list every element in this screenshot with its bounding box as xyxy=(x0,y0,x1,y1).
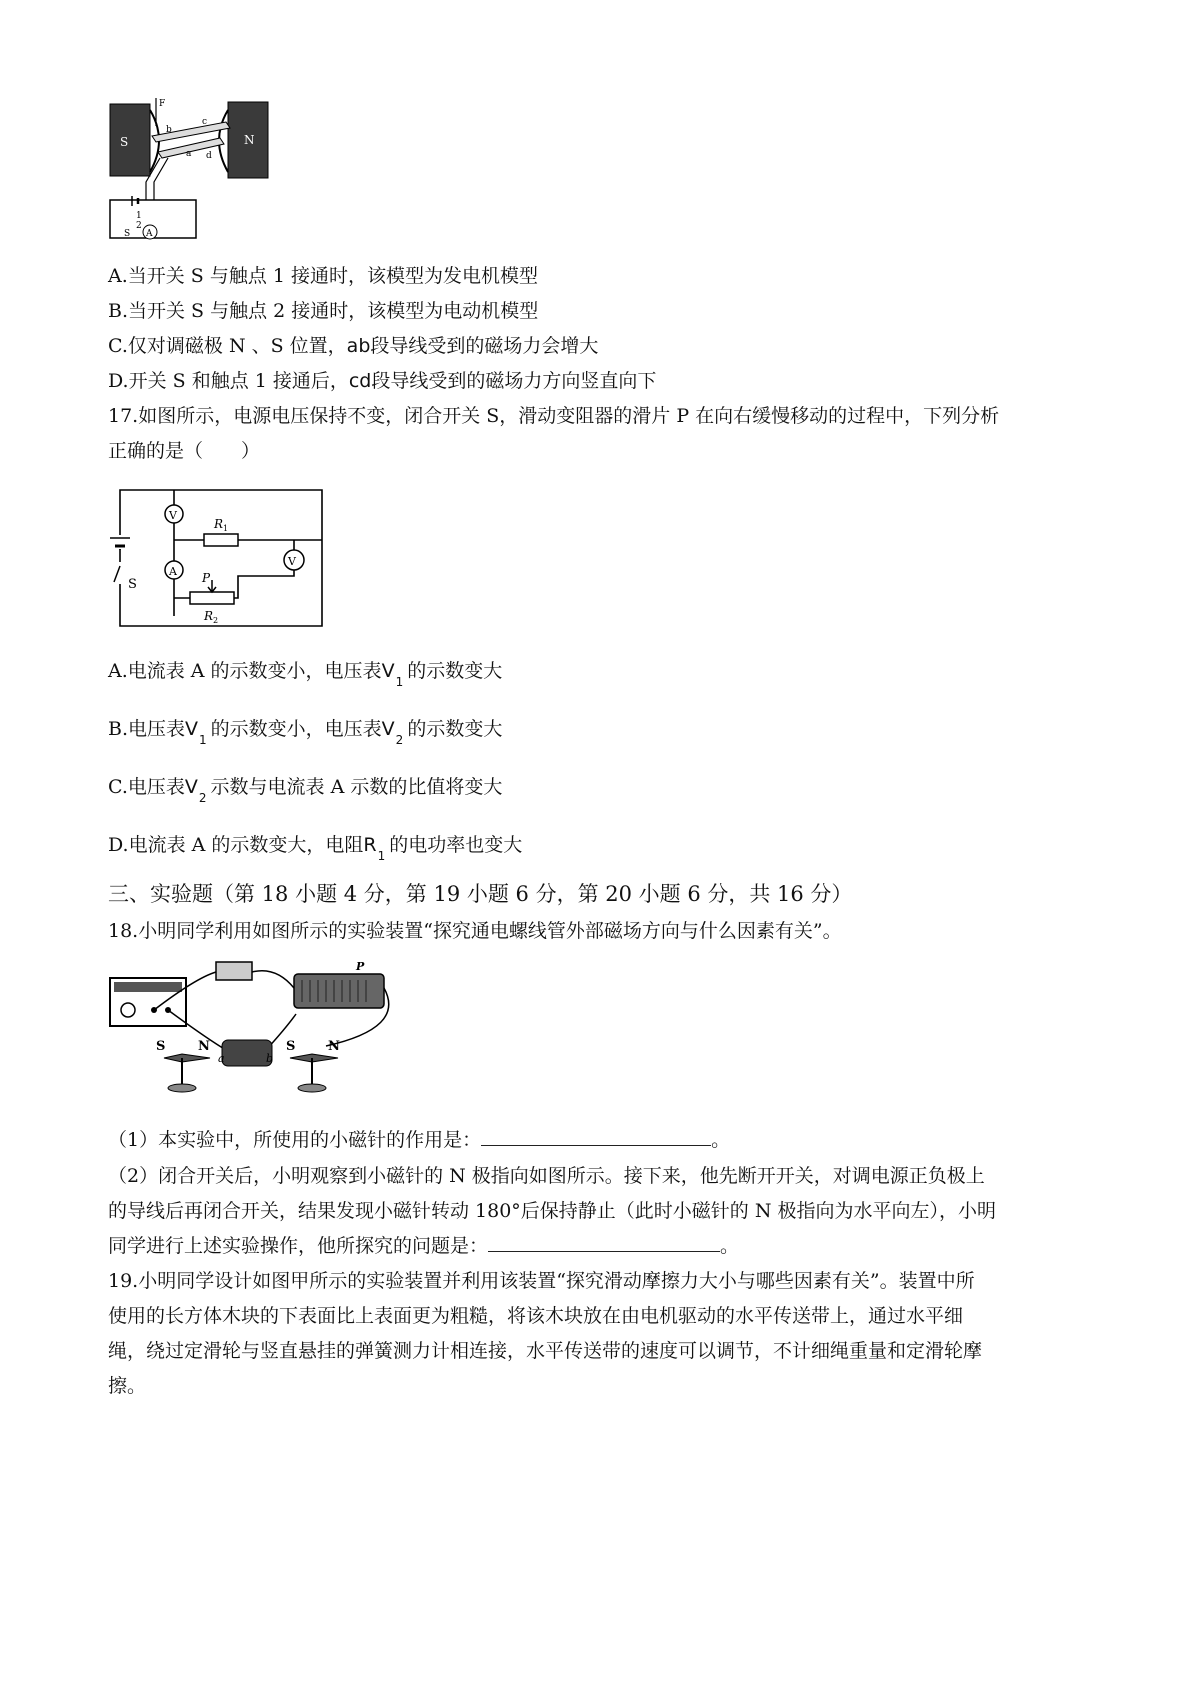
r2-label: R xyxy=(204,609,214,623)
q17-option-b xyxy=(108,716,503,747)
needle-left-s: S xyxy=(156,1039,166,1054)
point-d: d xyxy=(206,151,212,161)
answer-blank-2[interactable] xyxy=(488,1233,720,1252)
needle-right-n: N xyxy=(328,1039,340,1054)
option-text: 的示数变小，电压表 xyxy=(210,718,382,740)
option-text: D.开关 S 和触点 1 接通后， xyxy=(108,370,349,392)
answer-blank-1[interactable] xyxy=(481,1127,711,1146)
option-text: 的示数变大 xyxy=(407,718,503,740)
switch-label: S xyxy=(128,577,137,592)
q19-line2: 使用的长方体木块的下表面比上表面更为粗糙，将该木块放在由电机驱动的水平传送带上，通过水平细 xyxy=(108,1305,964,1327)
force-label: F xyxy=(159,99,166,109)
v1-label: V xyxy=(169,509,177,522)
v2-label: V xyxy=(288,555,296,568)
q17-stem-line1: 17.如图所示，电源电压保持不变，闭合开关 S，滑动变阻器的滑片 P 在向右缓慢移动的过程中，下列分析 xyxy=(108,405,1000,427)
magnet-left xyxy=(110,104,150,176)
resistor-r1 xyxy=(204,534,238,546)
r1-sub: 1 xyxy=(223,524,229,533)
q16-option-a: A.当开关 S 与触点 1 接通时，该模型为发电机模型 xyxy=(108,265,539,287)
needle-right-s: S xyxy=(286,1039,296,1054)
rheostat xyxy=(294,974,384,1008)
needle-left-n: N xyxy=(198,1039,210,1054)
figure-circuit-q17 xyxy=(106,480,346,645)
option-text: 的电功率也变大 xyxy=(389,834,523,856)
q18-part2-line1: （2）闭合开关后，小明观察到小磁针的 N 极指向如图所示。接下来，他先断开开关，对调电源正负极上 xyxy=(108,1165,985,1187)
option-text: C.仅对调磁极 N 、S 位置， xyxy=(108,335,347,357)
q16-option-b: B.当开关 S 与触点 2 接通时，该模型为电动机模型 xyxy=(108,300,539,322)
magnet-label-n: N xyxy=(244,133,255,147)
switch xyxy=(216,962,252,980)
subscript: 2 xyxy=(395,733,404,747)
r2-sub: 2 xyxy=(213,616,219,625)
point-a: a xyxy=(186,149,192,159)
symbol-ab: ab xyxy=(346,335,371,357)
question-text: 。 xyxy=(711,1129,731,1151)
symbol-cd: cd xyxy=(348,370,372,392)
subscript: 2 xyxy=(198,791,207,805)
symbol: V xyxy=(185,718,199,740)
q18-part2-line3 xyxy=(108,1233,739,1259)
contact-1-label: 1 xyxy=(136,211,142,221)
option-text: 段导线受到的磁场力会增大 xyxy=(370,335,599,357)
q18-part1 xyxy=(108,1127,730,1153)
ammeter-label: A xyxy=(146,229,153,239)
option-text: 示数与电流表 A 示数的比值将变大 xyxy=(210,776,503,798)
question-text: 同学进行上述实验操作，他所探究的问题是： xyxy=(108,1235,489,1257)
q16-option-d xyxy=(108,368,656,394)
question-text: （1）本实验中，所使用的小磁针的作用是： xyxy=(108,1129,482,1151)
section-heading: 三、实验题（第 18 小题 4 分，第 19 小题 6 分，第 20 小题 6 分，共 16 分） xyxy=(108,882,853,906)
figure-solenoid-experiment xyxy=(106,958,406,1098)
q19-line4: 擦。 xyxy=(108,1375,147,1397)
figure-motor-generator xyxy=(106,96,306,246)
subscript: 1 xyxy=(377,849,386,863)
q18-stem: 18.小明同学利用如图所示的实验装置“探究通电螺线管外部磁场方向与什么因素有关”。 xyxy=(108,920,842,942)
option-text: B.电压表 xyxy=(108,718,186,740)
solenoid xyxy=(222,1040,272,1066)
option-text: C.电压表 xyxy=(108,776,185,798)
option-text: D.电流表 A 的示数变大，电阻 xyxy=(108,834,364,856)
end-b-label: b xyxy=(266,1052,274,1065)
symbol: V xyxy=(381,660,395,682)
end-a-label: a xyxy=(218,1052,225,1065)
r1-label: R xyxy=(214,517,224,531)
question-text: 。 xyxy=(720,1235,740,1257)
subscript: 1 xyxy=(395,675,404,689)
symbol: V xyxy=(184,776,198,798)
magnet-label-s: S xyxy=(120,135,129,149)
q19-line1: 19.小明同学设计如图甲所示的实验装置并利用该装置“探究滑动摩擦力大小与哪些因素有关”。装置中所 xyxy=(108,1270,975,1292)
option-text: 的示数变大 xyxy=(407,660,503,682)
point-c: c xyxy=(202,117,208,127)
q17-stem-line2: 正确的是（ ） xyxy=(108,440,261,462)
q18-part2-line2: 的导线后再闭合开关，结果发现小磁针转动 180°后保持静止（此时小磁针的 N 极指向为水平向左），小明 xyxy=(108,1200,997,1222)
symbol: V xyxy=(381,718,395,740)
slider-p-label: P xyxy=(356,960,365,973)
q17-option-c xyxy=(108,774,503,805)
q17-option-d xyxy=(108,832,523,863)
symbol: R xyxy=(363,834,377,856)
rheostat-r2 xyxy=(190,592,234,604)
q19-line3: 绳，绕过定滑轮与竖直悬挂的弹簧测力计相连接，水平传送带的速度可以调节，不计细绳重量和定滑轮摩 xyxy=(108,1340,983,1362)
point-b: b xyxy=(166,125,172,135)
option-text: 段导线受到的磁场力方向竖直向下 xyxy=(371,370,657,392)
contact-2-label: 2 xyxy=(136,221,142,231)
ammeter-label: A xyxy=(169,565,177,578)
subscript: 1 xyxy=(199,733,207,747)
option-text: A.电流表 A 的示数变小，电压表 xyxy=(108,660,382,682)
slider-p-label: P xyxy=(202,571,211,585)
q17-option-a xyxy=(108,658,503,689)
q16-option-c xyxy=(108,333,598,359)
switch-label: S xyxy=(124,229,131,239)
